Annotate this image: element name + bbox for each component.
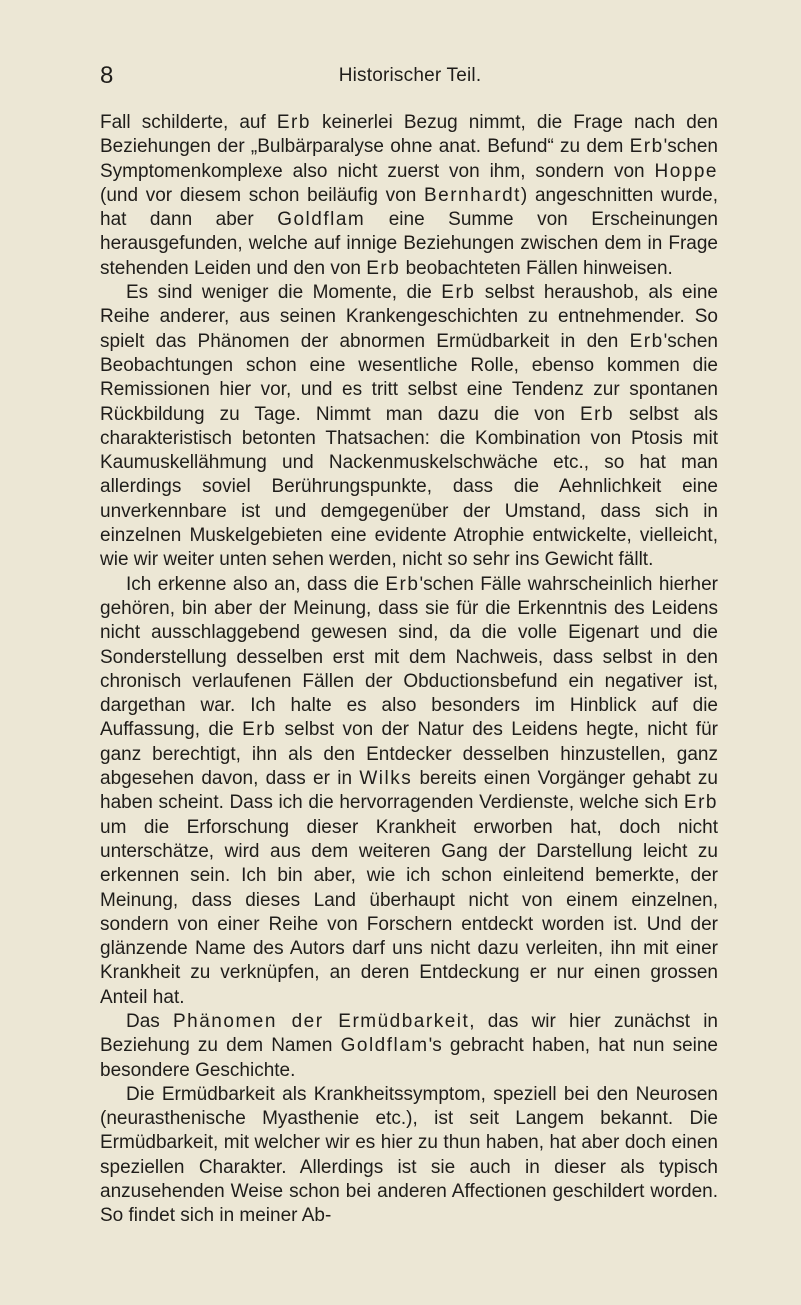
running-head-title: Historischer Teil. <box>338 65 482 86</box>
text-run: Die Ermüdbarkeit als Krankheitssymptom, speziell bei den Neurosen (neurasthenische Myasthenie etc.), ist seit Langem bekannt. Die Ermüdbarkeit, mit welcher wir es hier zu thun haben, hat aber doch einen speziellen Charakter. Allerdings ist sie auch in dieser als typisch anzusehenden Weise schon bei anderen Affectionen geschildert worden. So findet sich in meiner Ab- <box>100 1083 718 1227</box>
text-run: eine Summe von Erscheinungen herausgefunden, welche auf innige Beziehungen zwischen dem in Frage stehenden Leiden und den von <box>100 209 718 279</box>
text-run: (und vor diesem schon beiläufig von <box>100 184 424 206</box>
text-run: keinerlei Bezug nimmt, die Frage nach den Beziehungen der „Bulbärparalyse ohne anat. Befund“ zu dem <box>100 112 718 158</box>
spaced-name: Wilks <box>359 768 413 790</box>
spaced-name: Hoppe <box>654 160 718 182</box>
spaced-name: Erb <box>242 719 277 741</box>
spaced-name: Erb <box>629 330 664 352</box>
text-run: Es sind weniger die Momente, die <box>126 282 442 304</box>
text-run: Fall schilderte, auf <box>100 112 277 133</box>
paragraph-2 <box>100 281 718 573</box>
paragraph-3 <box>100 573 718 1010</box>
text-run: , das wir hier zunächst in Beziehung zu dem Namen <box>100 1010 718 1057</box>
text-run: selbst von der Natur des Leidens hegte, nicht für ganz berechtigt, ihn als den Entdecker desselben hinzustellen, ganz abgesehen davon, dass er in <box>100 719 718 790</box>
spaced-name: Goldflam <box>340 1035 429 1057</box>
text-run: Das <box>126 1010 173 1032</box>
paragraph-5 <box>100 1083 718 1229</box>
running-head <box>100 62 720 92</box>
paragraph-4 <box>100 1010 718 1083</box>
spaced-name: Goldflam <box>277 209 366 231</box>
text-run: bereits einen Vorgänger gehabt zu haben scheint. Dass ich die hervorragenden Verdienste, welche sich <box>100 768 718 814</box>
text-run: 'schen Fälle wahrscheinlich hierher gehören, bin aber der Meinung, dass sie für die Erkenntnis des Leidens nicht ausschlaggebend gewesen sind, da die volle Eigenart und die Sonderstellung desselben erst mit dem Nachweis, dass selbst in den chronisch verlaufenen Fällen der Obductionsbefund ein negativer ist, dargethan war. Ich halte es also besonders im Hinblick auf die Auffassung, die <box>100 573 718 741</box>
text-run: selbst heraushob, als eine Reihe anderer, aus seinen Krankengeschichten zu entnehmender. So spielt das Phänomen der abnormen Ermüdbarkeit in den <box>100 282 718 352</box>
text-run: 'schen Symptomenkomplexe also nicht zuerst von ihm, sondern von <box>100 136 718 182</box>
spaced-name: Erb <box>276 112 311 133</box>
text-run: 'schen Beobachtungen schon eine wesentliche Rolle, ebenso kommen die Remissionen hier vor, und es tritt selbst eine Tendenz zur spontanen Rückbildung zu Tage. Nimmt man dazu die von <box>100 330 718 425</box>
spaced-name: Erb <box>683 792 718 814</box>
paragraph-1 <box>100 111 718 281</box>
spaced-name: Erb <box>366 257 401 279</box>
text-run: beobachteten Fällen hinweisen. <box>400 257 673 279</box>
spaced-name: Erb <box>441 282 476 304</box>
spaced-name: Bernhardt <box>423 184 521 206</box>
spaced-name: Phänomen der Ermüdbarkeit <box>173 1010 470 1032</box>
text-run: ) angeschnitten wurde, hat dann aber <box>100 184 718 231</box>
spaced-name: Erb <box>629 136 664 158</box>
page-number: 8 <box>100 62 114 89</box>
text-run: selbst als charakteristisch betonten Thatsachen: die Kombination von Ptosis mit Kaumuskellähmung und Nackenmuskelschwäche etc., so hat man allerdings soviel Berührungspunkte, dass die Aehnlichkeit eine unverkennbare ist und demgegenüber der Umstand, dass sich in einzelnen Muskelgebieten eine evidente Atrophie entwickelte, vielleicht, wie wir weiter unten sehen werden, nicht so sehr ins Gewicht fällt. <box>100 403 718 571</box>
spaced-name: Erb <box>579 403 615 425</box>
text-run: um die Erforschung dieser Krankheit erworben hat, doch nicht unterschätze, wird aus dem weiteren Gang der Darstellung leicht zu erkennen sein. Ich bin aber, wie ich schon einleitend bemerkte, der Meinung, dass dieses Land überhaupt nicht von einem einzelnen, sondern von einer Reihe von Forschern entdeckt worden ist. Und der glänzende Name des Autors darf uns nicht dazu verleiten, ihn mit einer Krankheit zu verknüpfen, an deren Entdeckung er nur einen grossen Anteil hat. <box>100 816 718 1008</box>
text-run: 's gebracht haben, hat nun seine besondere Geschichte. <box>100 1035 718 1081</box>
text-run: Ich erkenne also an, dass die <box>126 573 386 595</box>
body-text <box>100 111 718 1229</box>
spaced-name: Erb <box>385 573 420 595</box>
